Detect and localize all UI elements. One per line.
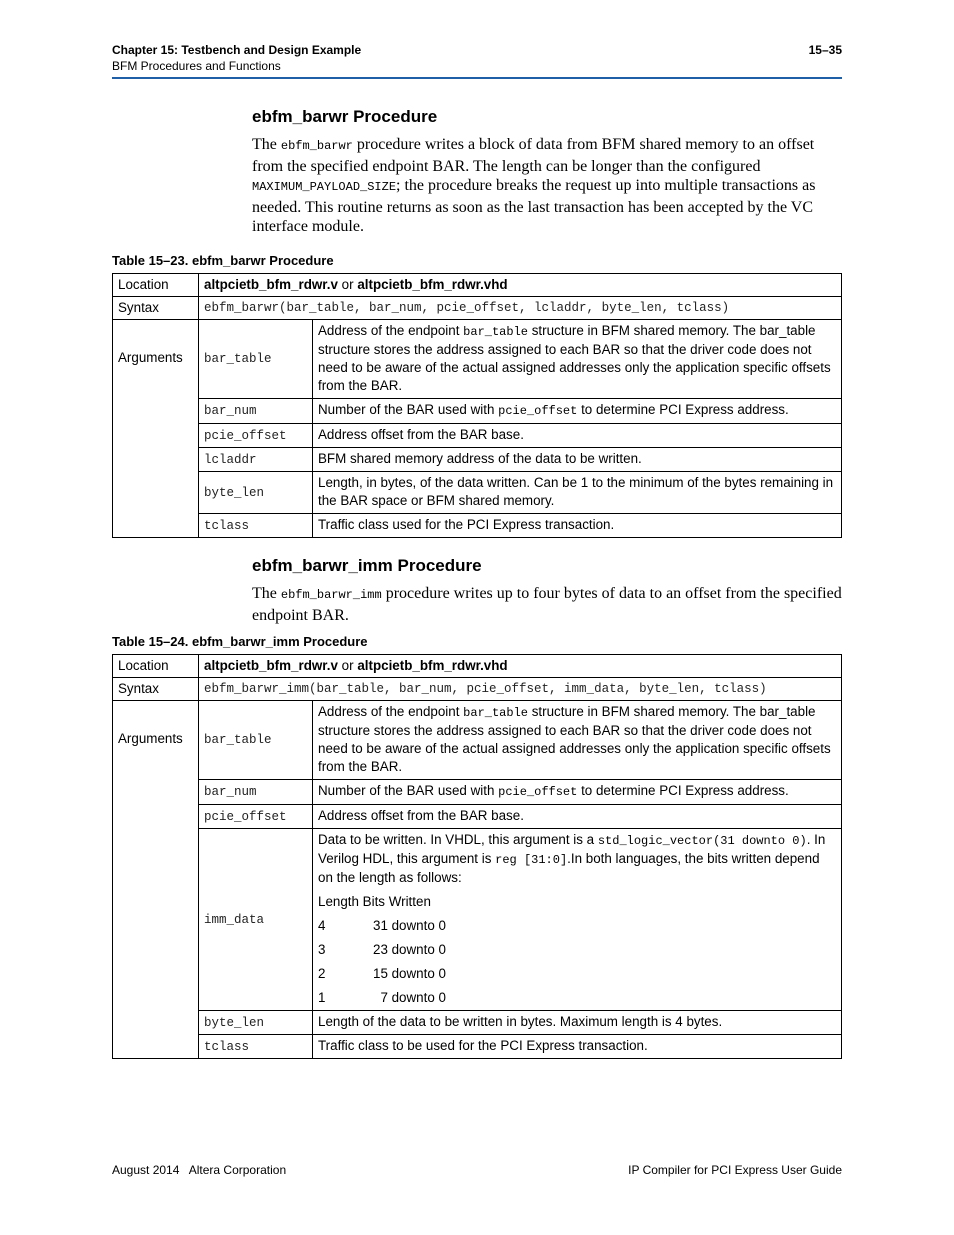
table-15-23 <box>112 273 842 538</box>
inline-code: pcie_offset <box>498 785 578 799</box>
bits-written: 23 downto 0 <box>373 942 446 957</box>
location-file-v: altpcietb_bfm_rdwr.v <box>204 658 338 673</box>
table-row <box>113 274 842 297</box>
desc-text: Data to be written. In VHDL, this argument is a <box>318 832 598 847</box>
header-rule <box>112 77 842 79</box>
location-file-vhd: altpcietb_bfm_rdwr.vhd <box>357 277 508 292</box>
desc-text: Address of the endpoint <box>318 704 464 719</box>
header-section: BFM Procedures and Functions <box>112 59 281 73</box>
inline-code: reg [31:0] <box>495 853 568 867</box>
table-row <box>113 1035 842 1059</box>
table-row <box>113 701 842 780</box>
imm-data-text <box>318 831 836 887</box>
footer-right: IP Compiler for PCI Express User Guide <box>628 1163 842 1177</box>
arg-name: bar_num <box>199 399 313 424</box>
arg-description <box>313 320 842 399</box>
desc-text: Number of the BAR used with <box>318 783 499 798</box>
syntax-value: ebfm_barwr(bar_table, bar_num, pcie_offset, lcladdr, byte_len, tclass) <box>199 297 842 320</box>
inline-code: pcie_offset <box>498 404 578 418</box>
location-file-vhd: altpcietb_bfm_rdwr.vhd <box>357 658 508 673</box>
table-row <box>113 297 842 320</box>
bits-row <box>318 917 836 935</box>
desc-text: . In Verilog HDL, this argument is <box>318 832 826 866</box>
arg-description <box>313 399 842 424</box>
bits-written: 31 downto 0 <box>373 918 446 933</box>
bits-length: 4 <box>318 918 326 933</box>
desc-text: Number of the BAR used with <box>318 402 499 417</box>
table-row <box>113 472 842 514</box>
desc-text: structure in BFM shared memory. The bar_table structure stores the address assigned to each BAR so that the driver code does not need to be aware of the actual assigned addresses only the application specific offsets from the BAR. <box>318 323 831 393</box>
bits-written: 15 downto 0 <box>373 966 446 981</box>
table-caption-15-24: Table 15–24. ebfm_barwr_imm Procedure <box>112 634 368 649</box>
location-file-v: altpcietb_bfm_rdwr.v <box>204 277 338 292</box>
syntax-value: ebfm_barwr_imm(bar_table, bar_num, pcie_offset, imm_data, byte_len, tclass) <box>199 678 842 701</box>
inline-code: bar_table <box>463 325 528 339</box>
arg-name: lcladdr <box>199 448 313 472</box>
arg-name: bar_table <box>199 701 313 780</box>
table-caption-15-23: Table 15–23. ebfm_barwr Procedure <box>112 253 334 268</box>
bits-header: Length Bits Written <box>318 894 431 909</box>
location-or: or <box>337 277 358 292</box>
para-text: ; the procedure breaks the request up into multiple transactions as needed. This routine returns as soon as the last transaction has been accepted by the VC interface module. <box>252 177 816 236</box>
section-heading-barwr-imm: ebfm_barwr_imm Procedure <box>252 556 482 575</box>
bits-written: 7 downto 0 <box>373 990 446 1005</box>
barwr-description <box>252 135 842 237</box>
arg-description: Address offset from the BAR base. <box>313 805 842 829</box>
barwr-imm-description <box>252 584 842 625</box>
desc-text: Address of the endpoint <box>318 323 464 338</box>
location-value <box>199 274 842 297</box>
table-row <box>113 1011 842 1035</box>
arg-description: Length of the data to be written in bytes. Maximum length is 4 bytes. <box>313 1011 842 1035</box>
table-row <box>113 655 842 678</box>
syntax-label: Syntax <box>113 678 199 701</box>
table-15-24 <box>112 654 842 1059</box>
para-text: procedure writes a block of data from BFM shared memory to an offset from the specified endpoint BAR. The length can be longer than the configured <box>252 136 815 175</box>
arg-description: BFM shared memory address of the data to be written. <box>313 448 842 472</box>
arg-name: bar_table <box>199 320 313 399</box>
arg-name: byte_len <box>199 1011 313 1035</box>
inline-code: std_logic_vector(31 downto 0) <box>597 834 807 848</box>
para-text: procedure writes up to four bytes of data to an offset from the specified endpoint BAR. <box>252 585 842 624</box>
desc-text: to determine PCI Express address. <box>577 783 789 798</box>
arg-description: Traffic class used for the PCI Express transaction. <box>313 514 842 538</box>
table-row <box>113 805 842 829</box>
arguments-label: Arguments <box>113 320 199 538</box>
arg-name: byte_len <box>199 472 313 514</box>
location-label: Location <box>113 655 199 678</box>
bits-row <box>318 989 836 1007</box>
arg-name: bar_num <box>199 780 313 805</box>
para-text: The <box>252 136 281 153</box>
arg-name: tclass <box>199 514 313 538</box>
desc-text: .In both languages, the bits written depend on the length as follows: <box>318 851 820 885</box>
arg-description <box>313 701 842 780</box>
arg-description: Traffic class to be used for the PCI Express transaction. <box>313 1035 842 1059</box>
arg-name: imm_data <box>199 829 313 1011</box>
table-row <box>113 320 842 399</box>
bits-length: 2 <box>318 966 326 981</box>
bits-row <box>318 965 836 983</box>
location-or: or <box>337 658 358 673</box>
arg-description: Address offset from the BAR base. <box>313 424 842 448</box>
footer-left: August 2014 Altera Corporation <box>112 1163 287 1177</box>
arg-name: pcie_offset <box>199 805 313 829</box>
syntax-label: Syntax <box>113 297 199 320</box>
page-number: 15–35 <box>808 43 842 57</box>
bits-length: 3 <box>318 942 326 957</box>
desc-text: structure in BFM shared memory. The bar_table structure stores the address assigned to each BAR so that the driver code does not need to be aware of the actual assigned addresses only the application specific offsets from the BAR. <box>318 704 831 774</box>
header-chapter: Chapter 15: Testbench and Design Example <box>112 43 362 57</box>
table-row <box>113 829 842 1011</box>
desc-text: to determine PCI Express address. <box>577 402 789 417</box>
inline-code: bar_table <box>463 706 528 720</box>
table-row <box>113 399 842 424</box>
arg-description <box>313 780 842 805</box>
table-row <box>113 678 842 701</box>
location-value <box>199 655 842 678</box>
para-text: The <box>252 585 281 602</box>
arg-name: tclass <box>199 1035 313 1059</box>
arg-name: pcie_offset <box>199 424 313 448</box>
table-row <box>113 514 842 538</box>
arg-description: Length, in bytes, of the data written. Can be 1 to the minimum of the bytes remaining in the BAR space or BFM shared memory. <box>313 472 842 514</box>
arguments-label: Arguments <box>113 701 199 1059</box>
location-label: Location <box>113 274 199 297</box>
bits-row <box>318 941 836 959</box>
table-row <box>113 424 842 448</box>
inline-code: ebfm_barwr_imm <box>280 588 382 602</box>
table-row <box>113 448 842 472</box>
inline-code: ebfm_barwr <box>280 139 353 153</box>
table-row <box>113 780 842 805</box>
inline-code: MAXIMUM_PAYLOAD_SIZE <box>252 180 397 195</box>
arg-description <box>313 829 842 1011</box>
bits-length: 1 <box>318 990 326 1005</box>
section-heading-barwr: ebfm_barwr Procedure <box>252 107 438 126</box>
